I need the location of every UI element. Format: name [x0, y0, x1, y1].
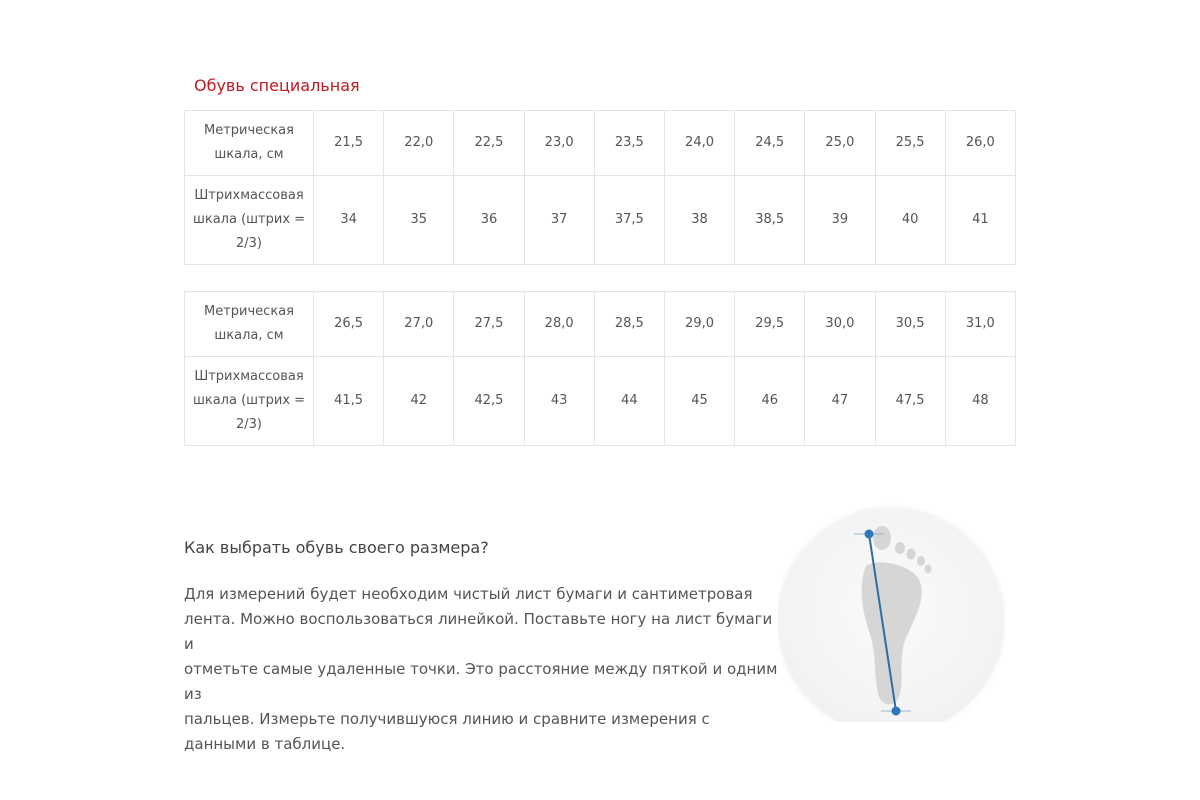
label-line: Метрическая [204, 304, 294, 319]
how-to-line: пальцев. Измерьте получившуюся линию и сравните измерения с [184, 710, 710, 728]
size-cell: 44 [594, 357, 664, 446]
row-label-metric [185, 111, 314, 176]
label-line: 2/3) [236, 417, 262, 432]
size-cell: 39 [805, 176, 875, 265]
size-cell: 47 [805, 357, 875, 446]
size-cell: 23,5 [594, 111, 664, 176]
top-point-dot [865, 530, 874, 539]
how-to-line: отметьте самые удаленные точки. Это расстояние между пяткой и одним из [184, 660, 778, 703]
size-cell: 24,5 [735, 111, 805, 176]
how-to-line: Для измерений будет необходим чистый лист бумаги и сантиметровая [184, 585, 753, 603]
size-cell: 23,0 [524, 111, 594, 176]
size-cell: 48 [945, 357, 1015, 446]
size-cell: 40 [875, 176, 945, 265]
table-row-metric [185, 111, 1016, 176]
size-cell: 42 [384, 357, 454, 446]
label-line: шкала, см [214, 147, 284, 162]
size-cell: 31,0 [945, 292, 1015, 357]
size-table-1 [184, 110, 1016, 265]
size-cell: 37,5 [594, 176, 664, 265]
label-line: 2/3) [236, 236, 262, 251]
table-row-metric [185, 292, 1016, 357]
row-label-metric [185, 292, 314, 357]
how-to-line: лента. Можно воспользоваться линейкой. Поставьте ногу на лист бумаги и [184, 610, 773, 653]
size-cell: 22,0 [384, 111, 454, 176]
row-label-stroke [185, 357, 314, 446]
size-cell: 43 [524, 357, 594, 446]
size-cell: 28,0 [524, 292, 594, 357]
size-cell: 41 [945, 176, 1015, 265]
table-row-stroke [185, 176, 1016, 265]
table-row-stroke [185, 357, 1016, 446]
label-line: шкала (штрих = [192, 212, 306, 227]
label-line: шкала, см [214, 328, 284, 343]
size-cell: 25,5 [875, 111, 945, 176]
size-cell: 29,0 [664, 292, 734, 357]
size-cell: 30,0 [805, 292, 875, 357]
size-cell: 24,0 [664, 111, 734, 176]
size-cell: 22,5 [454, 111, 524, 176]
label-line: шкала (штрих = [192, 393, 306, 408]
size-cell: 25,0 [805, 111, 875, 176]
size-cell: 28,5 [594, 292, 664, 357]
how-to-text [184, 582, 784, 757]
size-cell: 30,5 [875, 292, 945, 357]
size-cell: 29,5 [735, 292, 805, 357]
size-cell: 42,5 [454, 357, 524, 446]
size-cell: 35 [384, 176, 454, 265]
size-cell: 37 [524, 176, 594, 265]
size-cell: 21,5 [314, 111, 384, 176]
size-cell: 36 [454, 176, 524, 265]
heel-point-dot [892, 707, 901, 716]
how-to-title: Как выбрать обувь своего размера? [184, 538, 489, 557]
size-table-2 [184, 291, 1016, 446]
foot-measurement-illustration [778, 494, 1006, 722]
size-cell: 26,5 [314, 292, 384, 357]
size-cell: 46 [735, 357, 805, 446]
row-label-stroke [185, 176, 314, 265]
label-line: Штрихмассовая [194, 188, 304, 203]
section-title: Обувь специальная [194, 76, 360, 95]
size-cell: 45 [664, 357, 734, 446]
foot-measurement-icon [778, 494, 1006, 722]
size-cell: 27,5 [454, 292, 524, 357]
size-cell: 41,5 [314, 357, 384, 446]
size-cell: 26,0 [945, 111, 1015, 176]
size-cell: 34 [314, 176, 384, 265]
size-cell: 38 [664, 176, 734, 265]
size-cell: 47,5 [875, 357, 945, 446]
label-line: Метрическая [204, 123, 294, 138]
size-cell: 38,5 [735, 176, 805, 265]
label-line: Штрихмассовая [194, 369, 304, 384]
size-cell: 27,0 [384, 292, 454, 357]
how-to-line: данными в таблице. [184, 735, 346, 753]
